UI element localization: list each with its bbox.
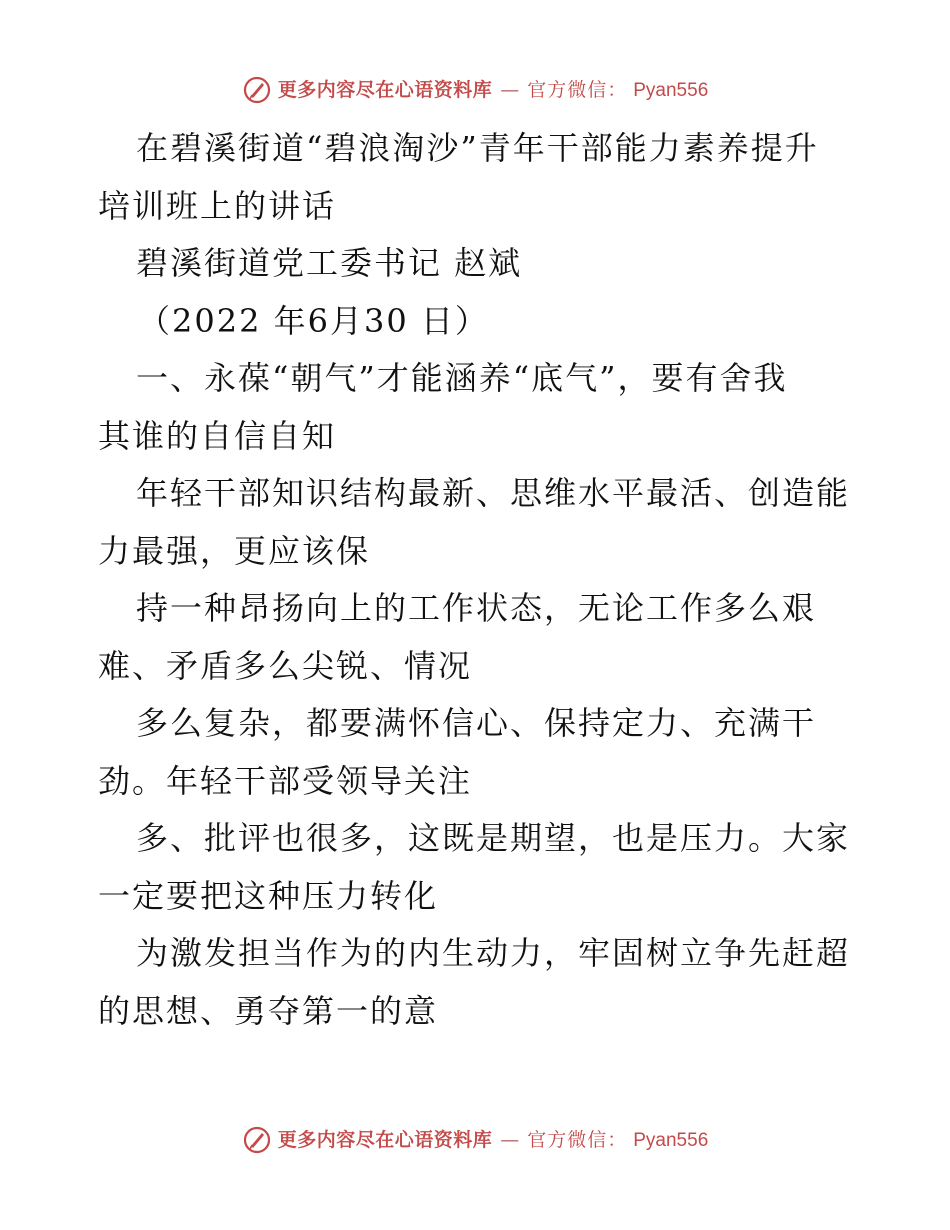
paragraph-line: 年轻干部知识结构最新、思维水平最活、创造能 [136,474,851,512]
paragraph-line: 劲。年轻干部受领导关注 [98,761,473,800]
watermark-slogan: 更多内容尽在心语资料库 [277,78,493,101]
title-line-1: 在碧溪街道“碧浪淘沙”青年干部能力素养提升 [136,129,819,167]
paragraph-line: 难、矛盾多么尖锐、情况 [98,646,473,685]
watermark-wechat-id: Pyan556 [633,79,709,101]
watermark-content [242,75,709,105]
watermark-wechat-id: Pyan556 [633,1129,709,1151]
header-watermark [0,70,950,110]
date-line: （2022 年6月30 日） [138,301,489,340]
feather-pen-circle-icon [242,1125,272,1155]
section-heading-line-1: 一、永葆“朝气”才能涵养“底气”，要有舍我 [136,359,788,397]
feather-pen-circle-icon [242,75,272,105]
title-line-2: 培训班上的讲话 [98,186,337,225]
watermark-wechat-label: 官方微信： [527,1128,628,1151]
footer-watermark [0,1120,950,1160]
watermark-slogan: 更多内容尽在心语资料库 [277,1128,493,1151]
paragraph-line: 多么复杂，都要满怀信心、保持定力、充满干 [136,704,817,742]
paragraph-line: 为激发担当作为的内生动力，牢固树立争先赶超 [136,934,851,972]
watermark-content [242,1125,709,1155]
watermark-dash: — [500,1128,520,1151]
paragraph-line: 持一种昂扬向上的工作状态，无论工作多么艰 [136,589,817,627]
paragraph-line: 力最强，更应该保 [98,531,371,570]
section-heading-line-2: 其谁的自信自知 [98,416,337,455]
watermark-wechat-label: 官方微信： [527,78,628,101]
paragraph-line: 多、批评也很多，这既是期望，也是压力。大家 [136,819,851,857]
paragraph-line: 的思想、勇夺第一的意 [98,991,439,1030]
document-body [98,120,858,1040]
paragraph-line: 一定要把这种压力转化 [98,876,439,915]
speaker-line: 碧溪街道党工委书记 赵斌 [136,244,523,282]
watermark-dash: — [500,78,520,101]
